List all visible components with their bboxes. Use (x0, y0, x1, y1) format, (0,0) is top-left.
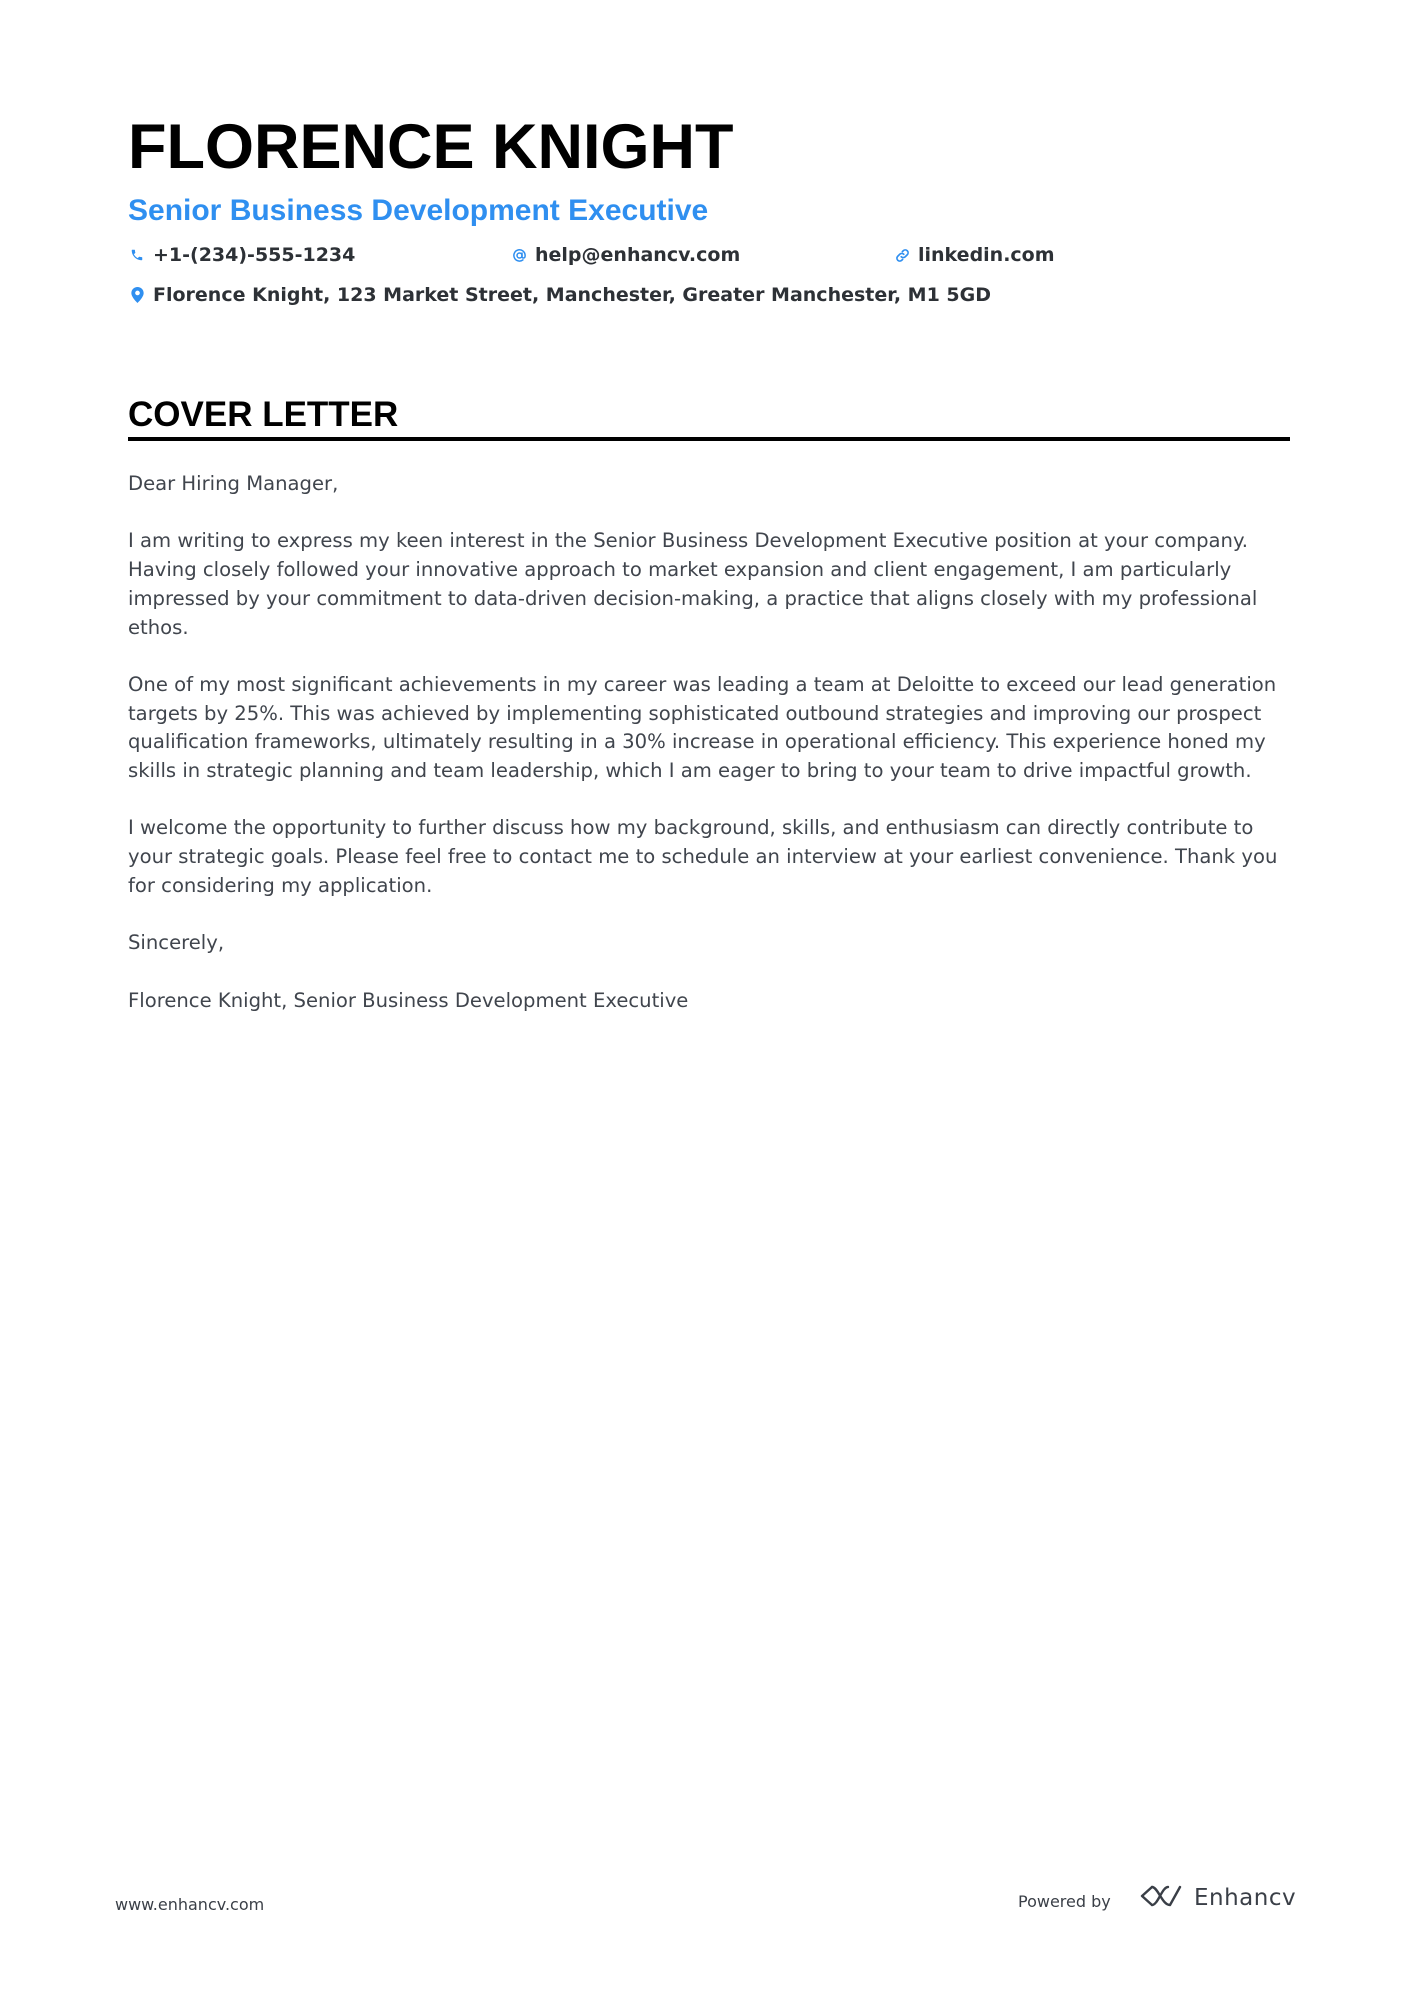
link-icon (893, 246, 911, 264)
footer-brand: Enhancv (1194, 1885, 1297, 1911)
section-divider (128, 437, 1290, 441)
at-sign-icon (510, 246, 528, 264)
email-text: help@enhancv.com (535, 244, 741, 266)
address-text: Florence Knight, 123 Market Street, Manchester, Greater Manchester, M1 5GD (153, 284, 991, 306)
letter-closing: Sincerely, (128, 931, 225, 955)
contact-address (128, 282, 991, 308)
letter-paragraph: One of my most significant achievements in my career was leading a team at Deloitte to exceed our lead generation targets by 25%. This was achieved by implementing sophisticated outbound strategies and improving our prospect qualification frameworks, ultimately resulting in a 30% increase in operational efficiency. This experience honed my skills in strategic planning and team leadership, which I am eager to bring to your team to drive impactful growth. (128, 672, 1277, 782)
letter-paragraph: I welcome the opportunity to further discuss how my background, skills, and enthusiasm can directly contribute to your strategic goals. Please feel free to contact me to schedule an interview at your earliest convenience. Thank you for considering my application. (128, 816, 1278, 897)
letter-signature: Florence Knight, Senior Business Development Executive (128, 988, 689, 1012)
footer-powered-by: Powered by (1018, 1892, 1111, 1911)
enhancv-logo-icon (1138, 1883, 1184, 1913)
section-title: COVER LETTER (128, 395, 399, 434)
letter-paragraph: I am writing to express my keen interest in the Senior Business Development Executive position at your company. Having closely followed your innovative approach to market expansion and client engagement, I am particularly impressed by your commitment to data-driven decision-making, a practice that aligns closely with my professional ethos. (128, 529, 1258, 639)
letter-greeting: Dear Hiring Manager, (128, 472, 339, 495)
location-pin-icon (128, 286, 146, 304)
candidate-name: FLORENCE KNIGHT (128, 112, 734, 182)
footer-logo[interactable] (1138, 1883, 1296, 1913)
contact-phone[interactable] (128, 242, 355, 268)
letter-body (128, 470, 1293, 1044)
contact-link[interactable] (893, 242, 1055, 268)
contact-email[interactable] (510, 242, 740, 268)
link-text: linkedin.com (918, 244, 1055, 266)
phone-icon (128, 246, 146, 264)
footer-url[interactable]: www.enhancv.com (115, 1895, 265, 1914)
candidate-title: Senior Business Development Executive (128, 194, 709, 227)
phone-text: +1-(234)-555-1234 (153, 244, 356, 266)
